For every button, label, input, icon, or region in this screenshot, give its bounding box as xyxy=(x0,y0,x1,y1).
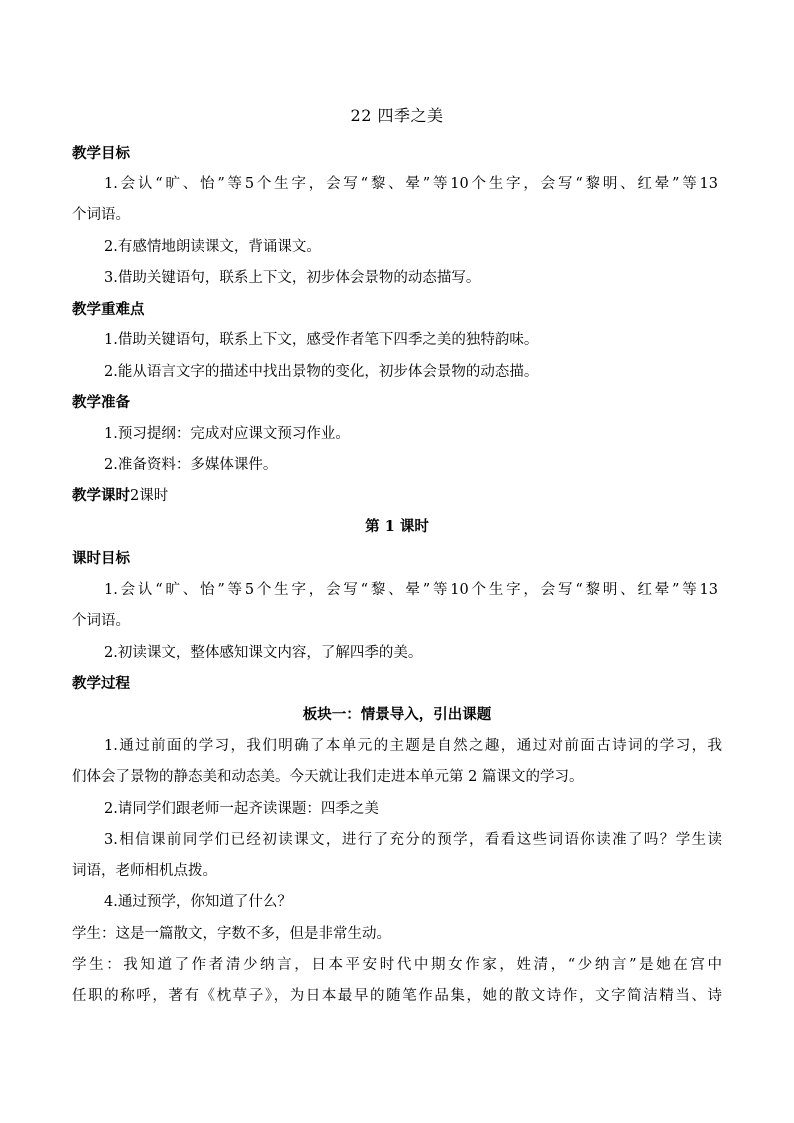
paragraph-line: 个词语。 xyxy=(72,613,130,629)
paragraph-line: 1.预习提纲：完成对应课文预习作业。 xyxy=(104,426,350,442)
paragraph-line: 2.初读课文，整体感知课文内容，了解四季的美。 xyxy=(104,645,423,661)
lesson-heading: 第 1 课时 xyxy=(365,518,429,535)
section-heading-lesson-goals: 课时目标 xyxy=(72,550,130,567)
paragraph-line: 1.会认“旷、怡”等5个生字，会写“黎、晕”等10个生字，会写“黎明、红晕”等13 xyxy=(104,176,718,192)
document-title: 22 四季之美 xyxy=(350,106,444,125)
paragraph-line: 2.准备资料：多媒体课件。 xyxy=(104,457,278,473)
paragraph-line: 们体会了景物的静态美和动态美。今天就让我们走进本单元第 2 篇课文的学习。 xyxy=(72,769,584,785)
teaching-hours-label: 教学课时 xyxy=(72,487,130,504)
paragraph-line: 3.借助关键语句，联系上下文，初步体会景物的动态描写。 xyxy=(104,270,481,286)
paragraph-line: 1.借助关键语句，联系上下文，感受作者笔下四季之美的独特韵味。 xyxy=(104,332,539,348)
section-heading-key-points: 教学重难点 xyxy=(72,301,145,318)
paragraph-line: 3.相信课前同学们已经初读课文，进行了充分的预学，看看这些词语你读准了吗？学生读 xyxy=(104,832,722,848)
paragraph-line: 2.能从语言文字的描述中找出景物的变化，初步体会景物的动态描。 xyxy=(104,364,539,380)
section-heading-goals: 教学目标 xyxy=(72,145,130,162)
paragraph-line: 个词语。 xyxy=(72,207,130,223)
paragraph-line: 1.通过前面的学习，我们明确了本单元的主题是自然之趣，通过对前面古诗词的学习，我 xyxy=(104,738,722,754)
paragraph-line: 词语，老师相机点拨。 xyxy=(72,863,217,879)
section-heading-preparation: 教学准备 xyxy=(72,394,130,411)
teaching-hours-value: 2课时 xyxy=(130,488,169,504)
paragraph-line: 学生：我知道了作者清少纳言，日本平安时代中期女作家，姓清，“少纳言”是她在宫中 xyxy=(72,957,722,973)
paragraph-line: 学生：这是一篇散文，字数不多，但是非常生动。 xyxy=(72,926,391,942)
paragraph-line: 2.请同学们跟老师一起齐读课题：四季之美 xyxy=(104,801,379,817)
paragraph-line: 1.会认“旷、怡”等5个生字，会写“黎、晕”等10个生字，会写“黎明、红晕”等13 xyxy=(104,582,718,598)
section-heading-process: 教学过程 xyxy=(72,675,130,692)
paragraph-line: 4.通过预学，你知道了什么？ xyxy=(104,894,292,910)
teaching-hours xyxy=(72,486,168,506)
paragraph-line: 任职的称呼，著有《枕草子》，为日本最早的随笔作品集，她的散文诗作，文字简洁精当、诗 xyxy=(72,988,722,1004)
block-heading: 板块一：情景导入，引出课题 xyxy=(302,706,492,723)
paragraph-line: 2.有感情地朗读课文，背诵课文。 xyxy=(104,239,321,255)
